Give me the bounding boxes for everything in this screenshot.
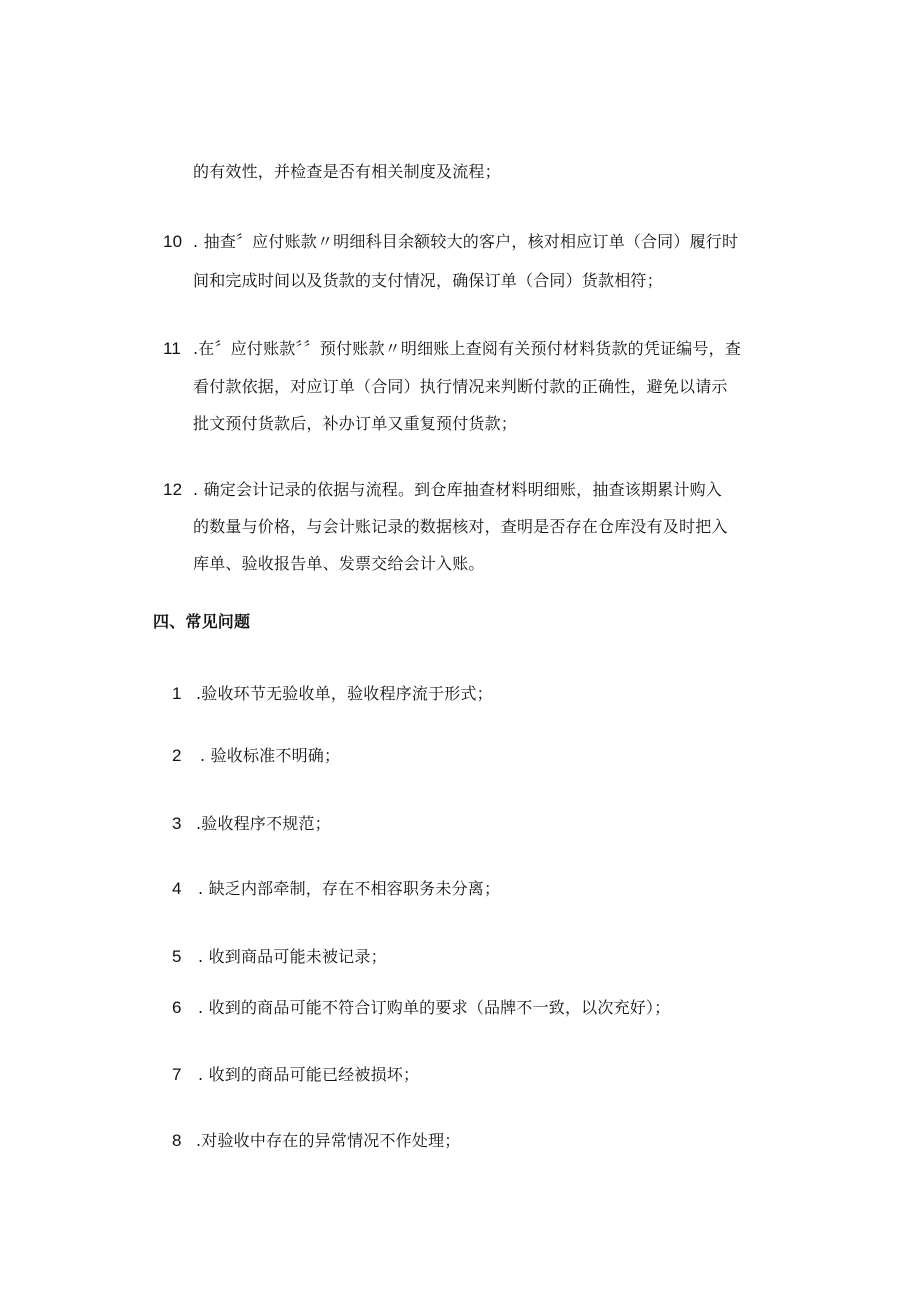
item-number: 1 [172, 684, 182, 703]
item-text-continued: 看付款依据，对应订单（合同）执行情况来判断付款的正确性，避免以请示 [193, 377, 728, 396]
item-text: .对验收中存在的异常情况不作处理； [196, 1131, 461, 1150]
list-item [172, 813, 331, 835]
list-item [172, 878, 500, 900]
item-number: 4 [172, 879, 182, 898]
list-item-12 [163, 479, 722, 501]
item-text: . 收到商品可能未被记录； [198, 947, 387, 966]
item-number: 3 [172, 814, 182, 833]
list-item [172, 1130, 461, 1152]
item-text-continued: 库单、验收报告单、发票交给会计入账。 [193, 554, 485, 573]
list-item-11 [163, 338, 741, 360]
item-text-continued: 的数量与价格，与会计账记录的数据核对，查明是否存在仓库没有及时把入 [193, 517, 728, 536]
item-number: 2 [172, 746, 182, 765]
item-number: 7 [172, 1065, 182, 1084]
list-item [172, 946, 387, 968]
item-number: 12 [163, 480, 183, 499]
item-number: 10 [163, 232, 183, 251]
item-text: . 缺乏内部牵制，存在不相容职务未分离； [198, 879, 501, 898]
item-number: 5 [172, 947, 182, 966]
item-text: .在〞应付账款〞〞预付账款〃明细账上查阅有关预付材料货款的凭证编号，查 [193, 339, 742, 358]
list-item [172, 683, 493, 705]
item-text: .验收程序不规范； [196, 814, 331, 833]
list-item [172, 1064, 419, 1086]
list-item-10 [163, 231, 738, 253]
section-heading: 四、常见问题 [153, 612, 251, 631]
item-text: . 确定会计记录的依据与流程。到仓库抽查材料明细账，抽查该期累计购入 [193, 480, 722, 499]
item-number: 11 [163, 339, 182, 358]
item-number: 8 [172, 1131, 182, 1150]
item-text: . 验收标准不明确； [200, 746, 341, 765]
item-number: 6 [172, 998, 182, 1017]
continuation-line: 的有效性，并检查是否有相关制度及流程； [193, 162, 501, 181]
list-item [172, 997, 670, 1019]
item-text: . 收到的商品可能不符合订购单的要求（品牌不一致，以次充好）； [198, 998, 671, 1017]
item-text: .验收环节无验收单，验收程序流于形式； [196, 684, 493, 703]
item-text: . 收到的商品可能已经被损坏； [198, 1065, 420, 1084]
item-text-continued: 批文预付货款后，补办订单又重复预付货款； [193, 414, 518, 433]
list-item [172, 745, 340, 767]
item-text-continued: 间和完成时间以及货款的支付情况，确保订单（合同）货款相符； [193, 271, 663, 290]
item-text: . 抽查〞应付账款〃明细科目余额较大的客户，核对相应订单（合同）履行时 [193, 232, 739, 251]
